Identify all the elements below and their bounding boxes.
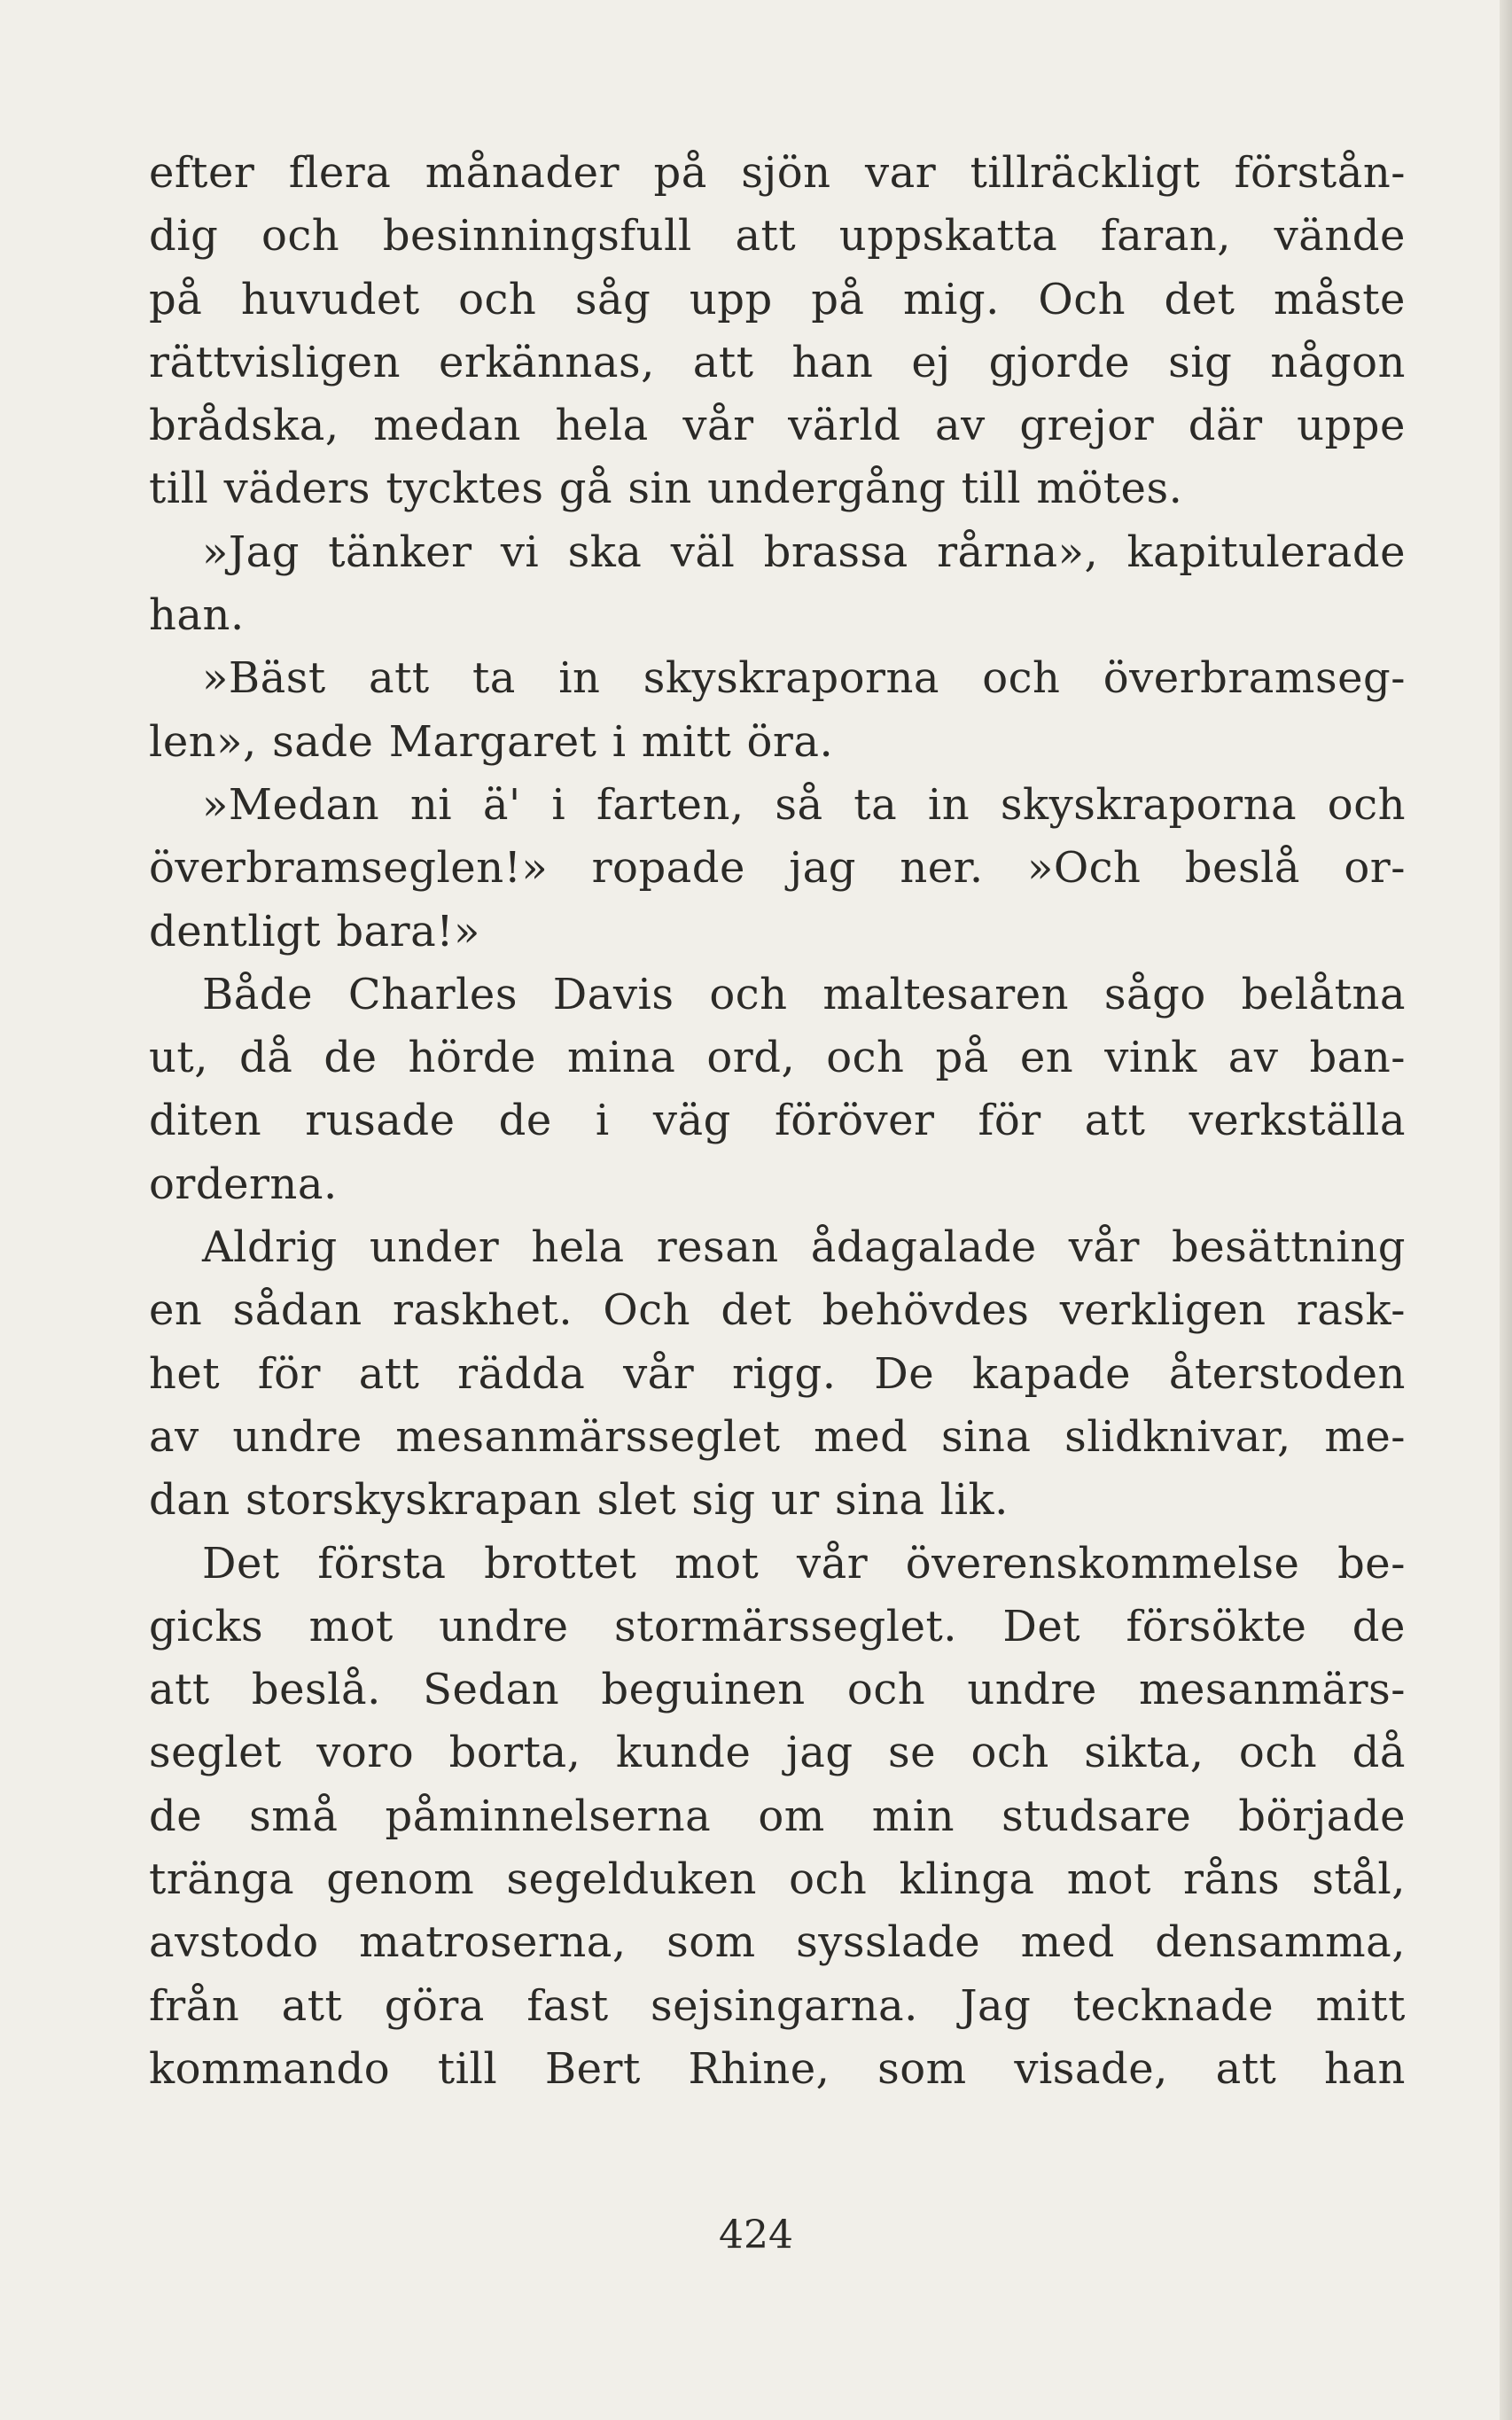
text-line: ut, då de hörde mina ord, och på en vink av ban- <box>149 1033 1406 1083</box>
text-line: dig och besinningsfull att uppskatta faran, vände <box>149 211 1406 262</box>
text-line: Aldrig under hela resan ådagalade vår besättning <box>202 1222 1406 1273</box>
text-line: orderna. <box>149 1159 338 1209</box>
text-line: gicks mot undre stormärsseglet. Det försökte de <box>149 1601 1406 1651</box>
text-line: från att göra fast sejsingarna. Jag tecknade mitt <box>149 1980 1406 2031</box>
text-line: rättvisligen erkännas, att han ej gjorde sig någon <box>149 337 1406 387</box>
text-line: Både Charles Davis och maltesaren sågo belåtna <box>202 969 1406 1019</box>
text-line: len», sade Margaret i mitt öra. <box>149 716 834 767</box>
text-line: »Bäst att ta in skyskraporna och överbramseg- <box>202 653 1406 704</box>
text-line: på huvudet och såg upp på mig. Och det måste <box>149 274 1406 324</box>
body-text <box>149 142 1406 2101</box>
text-line: het för att rädda vår rigg. De kapade återstoden <box>149 1348 1406 1399</box>
text-line: »Medan ni ä' i farten, så ta in skyskraporna och <box>202 779 1406 830</box>
text-line: efter flera månader på sjön var tillräckligt förstån- <box>149 148 1406 198</box>
text-line: »Jag tänker vi ska väl brassa rårna», kapitulerade <box>202 527 1406 577</box>
text-line: en sådan raskhet. Och det behövdes verkligen rask- <box>149 1285 1406 1336</box>
text-line: de små påminnelserna om min studsare började <box>149 1791 1406 1841</box>
text-line: han. <box>149 590 245 641</box>
text-line: överbramseglen!» ropade jag ner. »Och beslå or- <box>149 843 1406 894</box>
text-line: att beslå. Sedan beguinen och undre mesanmärs- <box>149 1665 1406 1715</box>
page-edge <box>1500 0 1512 2420</box>
text-line: brådska, medan hela vår värld av grejor där uppe <box>149 401 1406 451</box>
text-line: tränga genom segelduken och klinga mot råns stål, <box>149 1854 1406 1905</box>
text-line: avstodo matroserna, som sysslade med densamma, <box>149 1917 1406 1968</box>
page-number: 424 <box>719 2213 793 2258</box>
text-line: seglet voro borta, kunde jag se och sikta, och då <box>149 1728 1406 1778</box>
text-line: till väders tycktes gå sin undergång till mötes. <box>149 464 1183 514</box>
text-line: dentligt bara!» <box>149 906 480 956</box>
text-line: diten rusade de i väg föröver för att verkställa <box>149 1096 1406 1146</box>
text-line: Det första brottet mot vår överenskommelse be- <box>202 1538 1406 1589</box>
text-line: kommando till Bert Rhine, som visade, att han <box>149 2043 1406 2094</box>
text-line: av undre mesanmärsseglet med sina slidknivar, me- <box>149 1411 1406 1462</box>
text-line: dan storskyskrapan slet sig ur sina lik. <box>149 1475 1009 1526</box>
